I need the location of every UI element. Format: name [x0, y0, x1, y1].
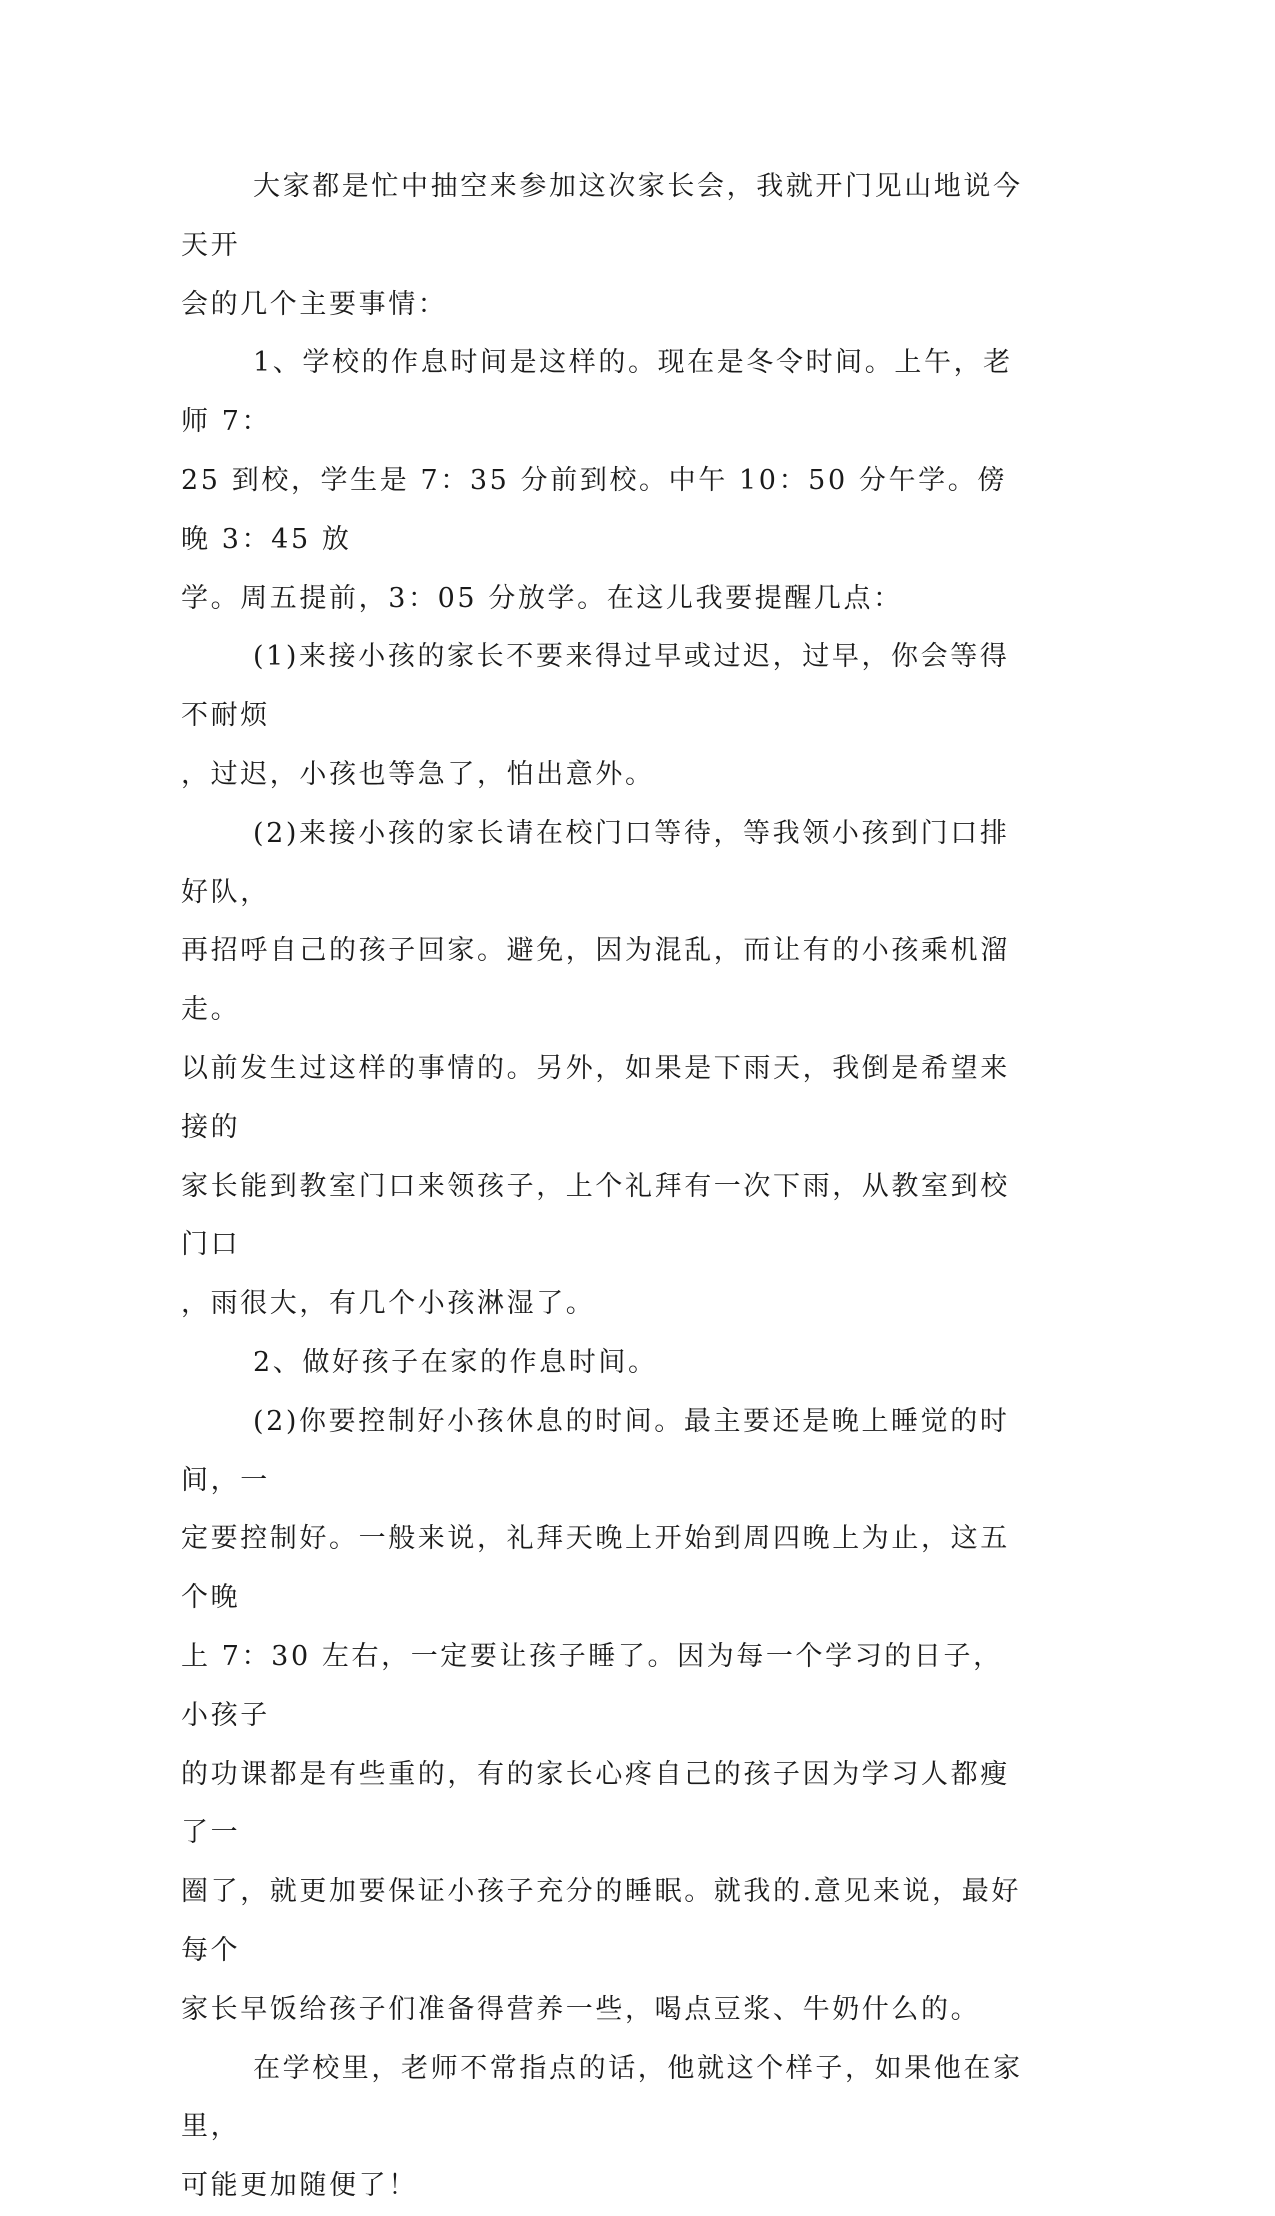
paragraph-sleep: (2)你要控制好小孩休息的时间。最主要还是晚上睡觉的时间，一 定要控制好。一般来说，礼拜天晚上开始到周四晚上为止，这五个晚 上 7：30 左右，一定要让孩子睡了。因为每一个学习的日子，小孩子 的功课都是有些重的，有的家长心疼自己的孩子因为学习人都瘦了一 圈了，就更加要保证小孩子充分的睡眠。就我的.意见来说，最好每个 家长早饭给孩子们准备得营养一些，喝点豆浆、牛奶什么的。: [181, 1405, 1021, 2025]
paragraph-schedule: 1、学校的作息时间是这样的。现在是冬令时间。上午，老师 7： 25 到校，学生是 7：35 分前到校。中午 10：50 分午学。傍晚 3：45 放 学。周五提前，3：05 分放学。在这儿我要提醒几点：: [181, 347, 1013, 614]
paragraph-intro: 大家都是忙中抽空来参加这次家长会，我就开门见山地说今天开 会的几个主要事情：: [181, 171, 1023, 320]
paragraph-reminder-1: (1)来接小孩的家长不要来得过早或过迟，过早，你会等得不耐烦 ，过迟，小孩也等急了，怕出意外。: [181, 641, 1010, 790]
paragraph-home-schedule: 2、做好孩子在家的作息时间。: [253, 1346, 658, 1378]
paragraph-closing: 在学校里，老师不常指点的话，他就这个样子，如果他在家里， 可能更加随便了！: [181, 2052, 1023, 2202]
paragraph-reminder-2: (2)来接小孩的家长请在校门口等待，等我领小孩到门口排好队， 再招呼自己的孩子回家。避免，因为混乱，而让有的小孩乘机溜走。 以前发生过这样的事情的。另外，如果是下雨天，我倒是希望来接的 家长能到教室门口来领孩子，上个礼拜有一次下雨，从教室到校门口 ，雨很大，有几个小孩淋湿了。: [181, 817, 1010, 1320]
document-body: [181, 158, 1031, 2216]
